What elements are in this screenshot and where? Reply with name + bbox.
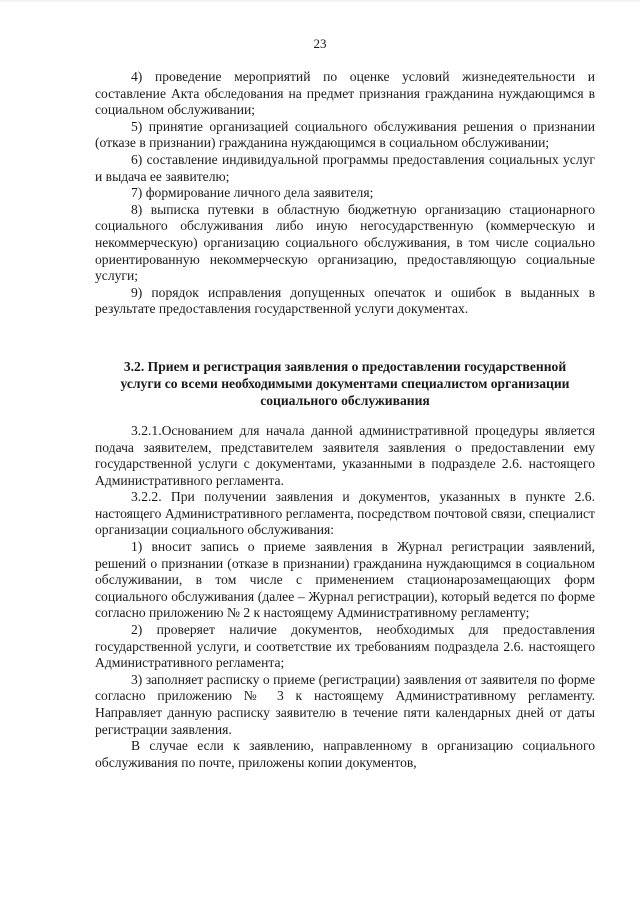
step-3: 3) заполняет расписку о приеме (регистрации) заявления от заявителя по форме согласно приложению № 3 к настоящему Административному регламенту. Направляет данную расписку заявителю в течение пяти календарных дней от даты регистрации заявления.: [95, 671, 595, 737]
list-item-8: 8) выписка путевки в областную бюджетную организацию стационарного социального обслуживания либо иную негосударственную (коммерческую и некоммерческую) организацию социального обслуживания, в том числе социально ориентированную некоммерческую организацию, предоставляющую социальные услуги;: [95, 201, 595, 284]
page-number: 23: [313, 36, 327, 51]
list-item-6: 6) составление индивидуальной программы предоставления социальных услуг и выдача ее заявителю;: [95, 151, 595, 184]
list-item-5: 5) принятие организацией социального обслуживания решения о признании (отказе в признании) гражданина нуждающимся в социальном обслуживании;: [95, 118, 595, 151]
section-heading: 3.2. Прием и регистрация заявления о предоставлении государственной услуги со всеми необходимыми документами специалистом организации социального обслуживания: [120, 358, 570, 408]
paragraph-3-2-2: 3.2.2. При получении заявления и документов, указанных в пункте 2.6. настоящего Административного регламента, посредством почтовой связи, специалист организации социального обслуживания:: [95, 489, 595, 538]
list-item-9: 9) порядок исправления допущенных опечаток и ошибок в выданных в результате предоставления государственной услуги документах.: [95, 284, 595, 317]
scan-edge: [0, 0, 640, 2]
step-2: 2) проверяет наличие документов, необходимых для предоставления государственной услуги, и соответствие их требованиям подраздела 2.6. настоящего Административного регламента;: [95, 622, 595, 671]
document-body: [95, 69, 595, 771]
paragraph-postal-copies: В случае если к заявлению, направленному в организацию социального обслуживания по почте, приложены копии документов,: [95, 738, 595, 770]
list-item-4: 4) проведение мероприятий по оценке условий жизнедеятельности и составление Акта обследования на предмет признания гражданина нуждающимся в социальном обслуживании;: [95, 69, 595, 118]
step-1: 1) вносит запись о приеме заявления в Журнал регистрации заявлений, решений о признании (отказе в признании) гражданина нуждающимся в социальном обслуживании, в том числе с применением стационарозамещающих форм социального обслуживания (далее – Журнал регистрации), который ведется по форме согласно приложению № 2 к настоящему Административному регламенту;: [95, 539, 595, 621]
list-item-7: 7) формирование личного дела заявителя;: [131, 185, 374, 201]
paragraph-3-2-1: 3.2.1.Основанием для начала данной административной процедуры является подача заявителем, представителем заявителя заявления о предоставлении ему государственной услуги с документами, указанными в подразделе 2.6. настоящего Административного регламента.: [95, 422, 595, 488]
